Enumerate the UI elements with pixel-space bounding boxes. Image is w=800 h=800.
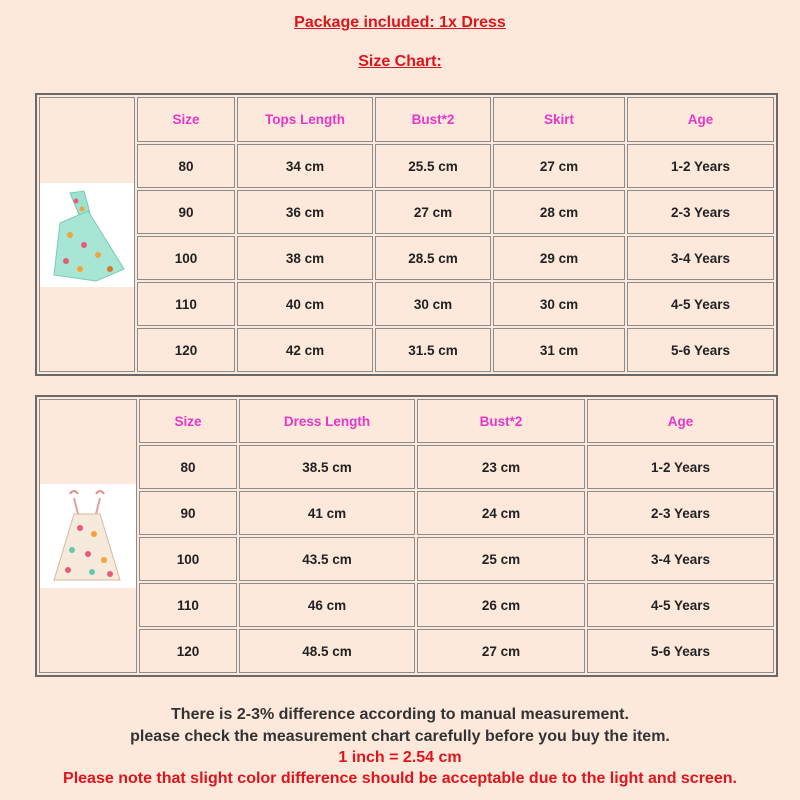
t1-cell: 25.5 cm: [375, 144, 491, 188]
t2-cell: 80: [139, 445, 237, 489]
t2-header-bust: Bust*2: [417, 399, 585, 443]
t1-header-age: Age: [627, 97, 774, 142]
t1-header-size: Size: [137, 97, 235, 142]
t2-cell: 38.5 cm: [239, 445, 415, 489]
t2-cell: 110: [139, 583, 237, 627]
t1-cell: 30 cm: [493, 282, 625, 326]
dress-image-cell: [39, 399, 137, 673]
t2-cell: 90: [139, 491, 237, 535]
t2-cell: 24 cm: [417, 491, 585, 535]
t2-cell: 48.5 cm: [239, 629, 415, 673]
t1-cell: 1-2 Years: [627, 144, 774, 188]
t1-cell: 28 cm: [493, 190, 625, 234]
table-row: [39, 445, 774, 489]
table-row: [39, 537, 774, 581]
t1-cell: 34 cm: [237, 144, 373, 188]
dress-image-cell: [39, 97, 135, 372]
package-heading: Package included: 1x Dress: [294, 14, 506, 31]
size-table-tops-skirt: [35, 93, 778, 376]
t1-cell: 90: [137, 190, 235, 234]
t1-cell: 4-5 Years: [627, 282, 774, 326]
t1-cell: 80: [137, 144, 235, 188]
t1-cell: 30 cm: [375, 282, 491, 326]
table-row: [39, 190, 774, 234]
t1-cell: 40 cm: [237, 282, 373, 326]
t1-header-skirt: Skirt: [493, 97, 625, 142]
t2-cell: 41 cm: [239, 491, 415, 535]
t1-cell: 31.5 cm: [375, 328, 491, 372]
note-color-difference: Please note that slight color difference should be acceptable due to the light and screen.: [63, 770, 737, 787]
t2-cell: 25 cm: [417, 537, 585, 581]
t2-cell: 27 cm: [417, 629, 585, 673]
dress1-icon: [40, 183, 134, 287]
table-row: [39, 144, 774, 188]
t1-cell: 36 cm: [237, 190, 373, 234]
t2-cell: 1-2 Years: [587, 445, 774, 489]
t1-cell: 2-3 Years: [627, 190, 774, 234]
t1-cell: 110: [137, 282, 235, 326]
t2-header-age: Age: [587, 399, 774, 443]
t1-cell: 29 cm: [493, 236, 625, 280]
table-row: [39, 236, 774, 280]
t2-cell: 46 cm: [239, 583, 415, 627]
t2-cell: 26 cm: [417, 583, 585, 627]
table-row: [39, 282, 774, 326]
t1-cell: 120: [137, 328, 235, 372]
t2-cell: 3-4 Years: [587, 537, 774, 581]
t2-cell: 2-3 Years: [587, 491, 774, 535]
note-difference: There is 2-3% difference according to manual measurement.: [171, 706, 629, 723]
t2-cell: 100: [139, 537, 237, 581]
t2-cell: 120: [139, 629, 237, 673]
t2-cell: 4-5 Years: [587, 583, 774, 627]
t2-cell: 43.5 cm: [239, 537, 415, 581]
t2-header-dress-length: Dress Length: [239, 399, 415, 443]
t1-cell: 42 cm: [237, 328, 373, 372]
t2-cell: 23 cm: [417, 445, 585, 489]
t1-cell: 38 cm: [237, 236, 373, 280]
t1-header-tops-length: Tops Length: [237, 97, 373, 142]
table-row: [39, 491, 774, 535]
size-chart-heading: Size Chart:: [358, 53, 442, 70]
table-row: [39, 328, 774, 372]
t1-cell: 5-6 Years: [627, 328, 774, 372]
t1-cell: 3-4 Years: [627, 236, 774, 280]
t1-cell: 27 cm: [493, 144, 625, 188]
t1-cell: 31 cm: [493, 328, 625, 372]
table-row: [39, 583, 774, 627]
dress2-icon: [40, 484, 136, 588]
note-check-chart: please check the measurement chart carefully before you buy the item.: [130, 728, 670, 745]
t2-cell: 5-6 Years: [587, 629, 774, 673]
t1-header-bust: Bust*2: [375, 97, 491, 142]
note-inch-conversion: 1 inch = 2.54 cm: [338, 749, 462, 766]
t1-cell: 28.5 cm: [375, 236, 491, 280]
t1-cell: 27 cm: [375, 190, 491, 234]
t1-cell: 100: [137, 236, 235, 280]
size-table-dress: [35, 395, 778, 677]
table-row: [39, 629, 774, 673]
t2-header-size: Size: [139, 399, 237, 443]
